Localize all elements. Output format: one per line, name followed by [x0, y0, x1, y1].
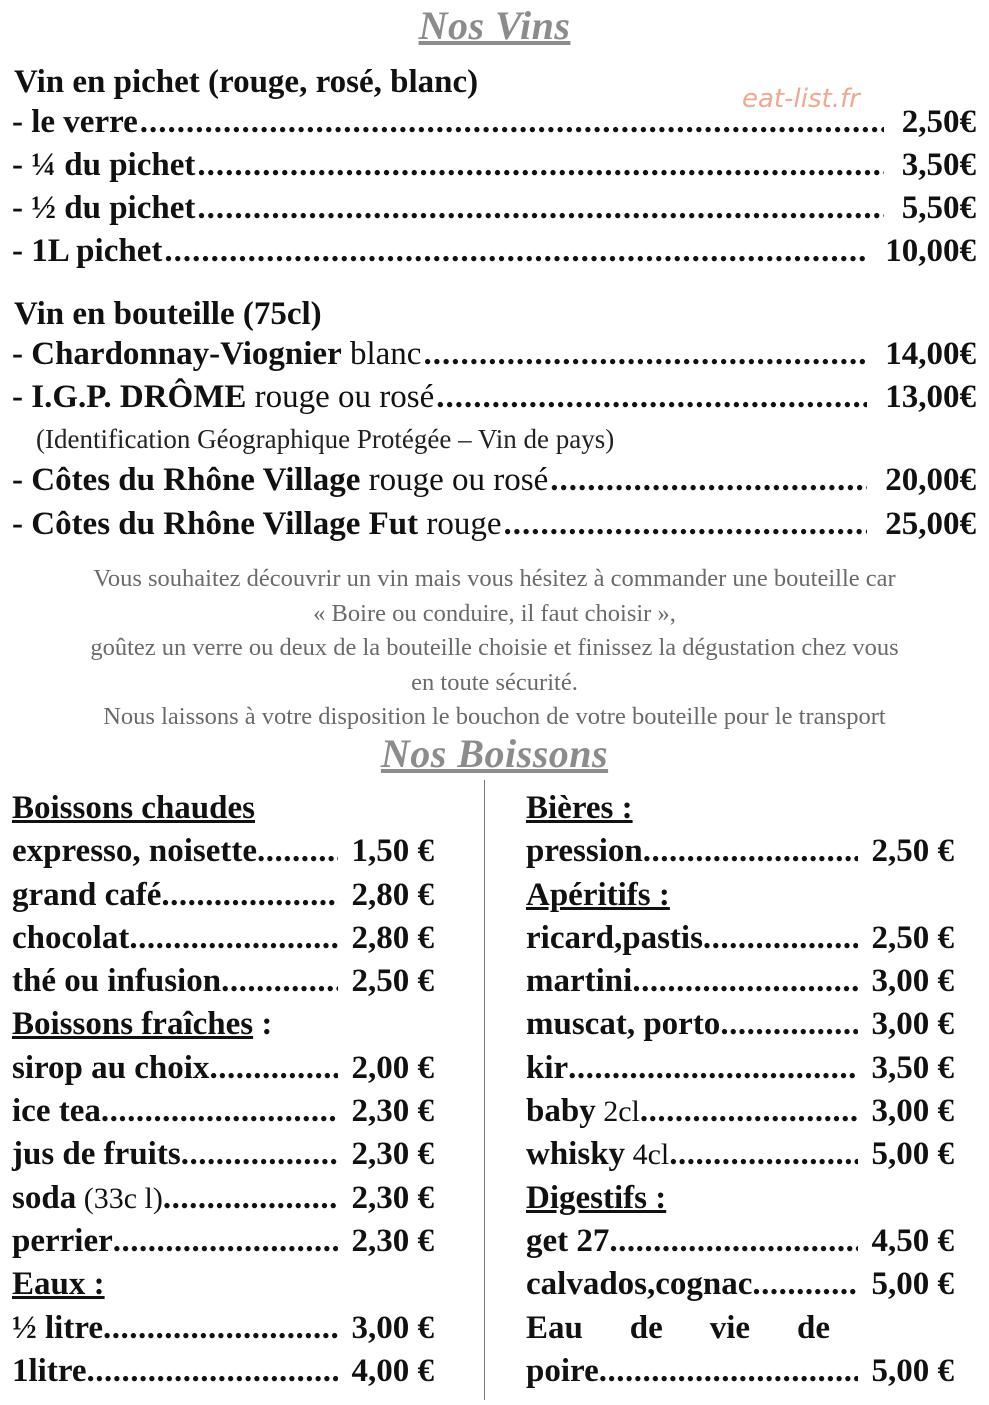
- dot-leader: [640, 1093, 858, 1130]
- drink-price: 2,30 €: [351, 1136, 434, 1173]
- word: de: [629, 1309, 663, 1346]
- wine-name: - 1L pichet: [12, 233, 163, 269]
- wine-desc: blanc: [341, 336, 422, 372]
- dot-leader: [101, 1093, 338, 1130]
- drink-row: [12, 1223, 434, 1266]
- drink-label: soda: [12, 1179, 77, 1216]
- drink-price: 2,80 €: [351, 919, 434, 956]
- eau-de-vie-line1: [526, 1310, 830, 1353]
- drink-name: thé ou infusion: [12, 963, 222, 1000]
- drink-price: 2,80 €: [351, 876, 434, 913]
- dot-leader: [599, 1353, 858, 1390]
- drink-name: muscat, porto: [526, 1006, 721, 1043]
- drink-price: 5,00 €: [871, 1136, 954, 1173]
- word: Eau: [526, 1309, 583, 1346]
- dot-leader: [129, 920, 337, 957]
- dot-leader: [504, 506, 868, 543]
- drink-name: ice tea: [12, 1093, 101, 1130]
- drink-price: 1,50 €: [351, 833, 434, 870]
- drink-name: sirop au choix: [12, 1049, 210, 1086]
- drink-name: [526, 1136, 669, 1173]
- drink-price: 2,50 €: [871, 833, 954, 870]
- drink-row: [526, 1266, 954, 1309]
- drink-label: baby: [526, 1093, 596, 1130]
- drink-row: [12, 1093, 434, 1136]
- drink-name: poire: [526, 1352, 599, 1389]
- drink-row: [12, 963, 434, 1006]
- wine-price: 2,50€: [901, 104, 976, 140]
- drink-name: get 27: [526, 1222, 610, 1259]
- wine-name: [12, 379, 434, 416]
- drink-price: 3,00 €: [871, 1006, 954, 1043]
- bouteille-heading: Vin en bouteille (75cl): [14, 296, 322, 332]
- watermark: eat-list.fr: [742, 84, 860, 114]
- message-line: Vous souhaitez découvrir un vin mais vous hésitez à commander une bouteille car: [93, 565, 896, 592]
- drink-name: grand café: [12, 876, 162, 913]
- dot-leader: [181, 1136, 338, 1173]
- drink-row: [12, 1180, 434, 1223]
- drink-price: 2,30 €: [351, 1222, 434, 1259]
- drink-row: [526, 1093, 954, 1136]
- dot-leader: [436, 379, 867, 416]
- wine-price: 20,00€: [885, 462, 976, 498]
- drink-price: 3,00 €: [351, 1309, 434, 1346]
- column-divider: [484, 780, 485, 1400]
- drink-row: [12, 1353, 434, 1396]
- dot-leader: [197, 190, 883, 227]
- drink-name: jus de fruits: [12, 1136, 181, 1173]
- drink-price: 2,50 €: [871, 919, 954, 956]
- drink-name: ½ litre: [12, 1309, 104, 1346]
- dot-leader: [669, 1136, 857, 1173]
- wine-label: - Côtes du Rhône Village: [12, 462, 361, 498]
- drink-price: 3,00 €: [871, 963, 954, 1000]
- drink-row: [526, 833, 954, 876]
- dot-leader: [140, 104, 884, 141]
- drink-price: 4,50 €: [871, 1222, 954, 1259]
- wine-row: [12, 233, 976, 275]
- wine-name: - ½ du pichet: [12, 190, 196, 226]
- wine-row: [12, 462, 976, 504]
- drink-price: 2,30 €: [351, 1179, 434, 1216]
- drink-row: [12, 1310, 434, 1353]
- message-line: « Boire ou conduire, il faut choisir »,: [313, 599, 676, 627]
- wine-name: - le verre: [12, 104, 138, 140]
- wine-row: [12, 506, 976, 548]
- drink-price: 2,30 €: [351, 1093, 434, 1130]
- dot-leader: [221, 963, 337, 1000]
- dot-leader: [87, 1353, 338, 1390]
- dot-leader: [161, 877, 337, 914]
- category-eaux: Eaux :: [12, 1266, 105, 1303]
- drink-row: [12, 833, 434, 876]
- dot-leader: [163, 1180, 338, 1217]
- message-line: en toute sécurité.: [411, 668, 578, 696]
- word: de: [796, 1309, 830, 1346]
- dot-leader: [423, 336, 867, 373]
- category-boissons-fraiches: [12, 1006, 434, 1049]
- dot-leader: [609, 1223, 857, 1260]
- dot-leader: [720, 1006, 857, 1043]
- drink-label: whisky: [526, 1136, 626, 1173]
- wine-price: 25,00€: [885, 506, 976, 542]
- wine-price: 14,00€: [885, 336, 976, 372]
- category-boissons-chaudes: Boissons chaudes: [12, 790, 256, 826]
- wine-desc: rouge ou rosé: [360, 462, 549, 498]
- wine-name: [12, 336, 421, 373]
- wine-name: [12, 462, 548, 499]
- drink-row: [12, 1136, 434, 1179]
- drink-price: 2,50 €: [351, 963, 434, 1000]
- drinks-left-column: [12, 790, 434, 1396]
- drink-name: [526, 1093, 640, 1130]
- drink-name: ricard,pastis: [526, 919, 703, 956]
- igp-note: (Identification Géographique Protégée – Vin de pays): [36, 424, 615, 454]
- drink-desc: (33c l): [76, 1181, 163, 1215]
- drink-price: 4,00 €: [351, 1352, 434, 1389]
- wine-name: [12, 506, 502, 543]
- category-suffix: :: [253, 1006, 273, 1043]
- drink-name: perrier: [12, 1222, 113, 1259]
- dot-leader: [103, 1310, 337, 1347]
- drink-row: [526, 1353, 954, 1396]
- drink-desc: 4cl: [625, 1138, 670, 1172]
- wine-row: [12, 147, 976, 189]
- wine-row: [12, 104, 976, 146]
- drink-row: [526, 1006, 954, 1049]
- wine-label: - Côtes du Rhône Village Fut: [12, 506, 419, 542]
- responsible-drinking-message: [0, 562, 989, 735]
- wine-row: [12, 190, 976, 232]
- category-digestifs: Digestifs :: [526, 1179, 667, 1216]
- message-line: goûtez un verre ou deux de la bouteille choisie et finissez la dégustation chez vous: [90, 634, 899, 661]
- wine-price: 10,00€: [885, 233, 976, 269]
- dot-leader: [197, 147, 883, 184]
- wine-desc: rouge: [418, 506, 502, 542]
- drink-name: martini: [526, 963, 633, 1000]
- drink-row: [526, 1050, 954, 1093]
- word: vie: [709, 1309, 751, 1346]
- dot-leader: [703, 920, 858, 957]
- dot-leader: [752, 1266, 857, 1303]
- category-label: Boissons fraîches: [12, 1006, 254, 1043]
- drink-name: chocolat: [12, 919, 130, 956]
- drinks-right-column: [526, 790, 954, 1396]
- dot-leader: [568, 1050, 857, 1087]
- category-aperitifs: Apéritifs :: [526, 876, 670, 913]
- drink-name: expresso, noisette: [12, 833, 258, 870]
- dot-leader: [550, 462, 867, 499]
- drink-row: [526, 1136, 954, 1179]
- drink-price: 2,00 €: [351, 1049, 434, 1086]
- drink-price: 5,00 €: [871, 1266, 954, 1303]
- drink-row: [526, 963, 954, 1006]
- dot-leader: [643, 833, 858, 870]
- dot-leader: [209, 1050, 337, 1087]
- drink-name: 1litre: [12, 1352, 87, 1389]
- wines-title: Nos Vins: [418, 3, 571, 48]
- dot-leader: [257, 833, 337, 870]
- wine-price: 5,50€: [901, 190, 976, 226]
- drink-row: [12, 1050, 434, 1093]
- drink-row: [12, 920, 434, 963]
- drink-name: calvados,cognac: [526, 1266, 753, 1303]
- wine-row: [12, 379, 976, 421]
- wine-label: - Chardonnay-Viognier: [12, 336, 342, 372]
- drink-row: [12, 877, 434, 920]
- dot-leader: [113, 1223, 338, 1260]
- drink-price: 3,50 €: [871, 1049, 954, 1086]
- dot-leader: [164, 233, 867, 270]
- wine-desc: rouge ou rosé: [246, 379, 435, 415]
- drink-name: pression: [526, 833, 643, 870]
- category-bieres: Bières :: [526, 790, 633, 826]
- wine-price: 3,50€: [901, 147, 976, 183]
- drinks-title: Nos Boissons: [380, 731, 609, 776]
- drink-name: kir: [526, 1049, 569, 1086]
- wine-price: 13,00€: [885, 379, 976, 415]
- drink-desc: 2cl: [595, 1095, 640, 1129]
- drink-row: [526, 920, 954, 963]
- wine-row: [12, 336, 976, 378]
- drink-price: 5,00 €: [871, 1352, 954, 1389]
- drink-row: [526, 1223, 954, 1266]
- drink-name: [12, 1180, 163, 1217]
- wine-label: - I.G.P. DRÔME: [12, 379, 247, 415]
- dot-leader: [632, 963, 857, 1000]
- message-line: Nous laissons à votre disposition le bouchon de votre bouteille pour le transport: [103, 703, 886, 730]
- drink-price: 3,00 €: [871, 1093, 954, 1130]
- pichet-heading: Vin en pichet (rouge, rosé, blanc): [14, 64, 479, 100]
- wine-name: - ¼ du pichet: [12, 147, 196, 183]
